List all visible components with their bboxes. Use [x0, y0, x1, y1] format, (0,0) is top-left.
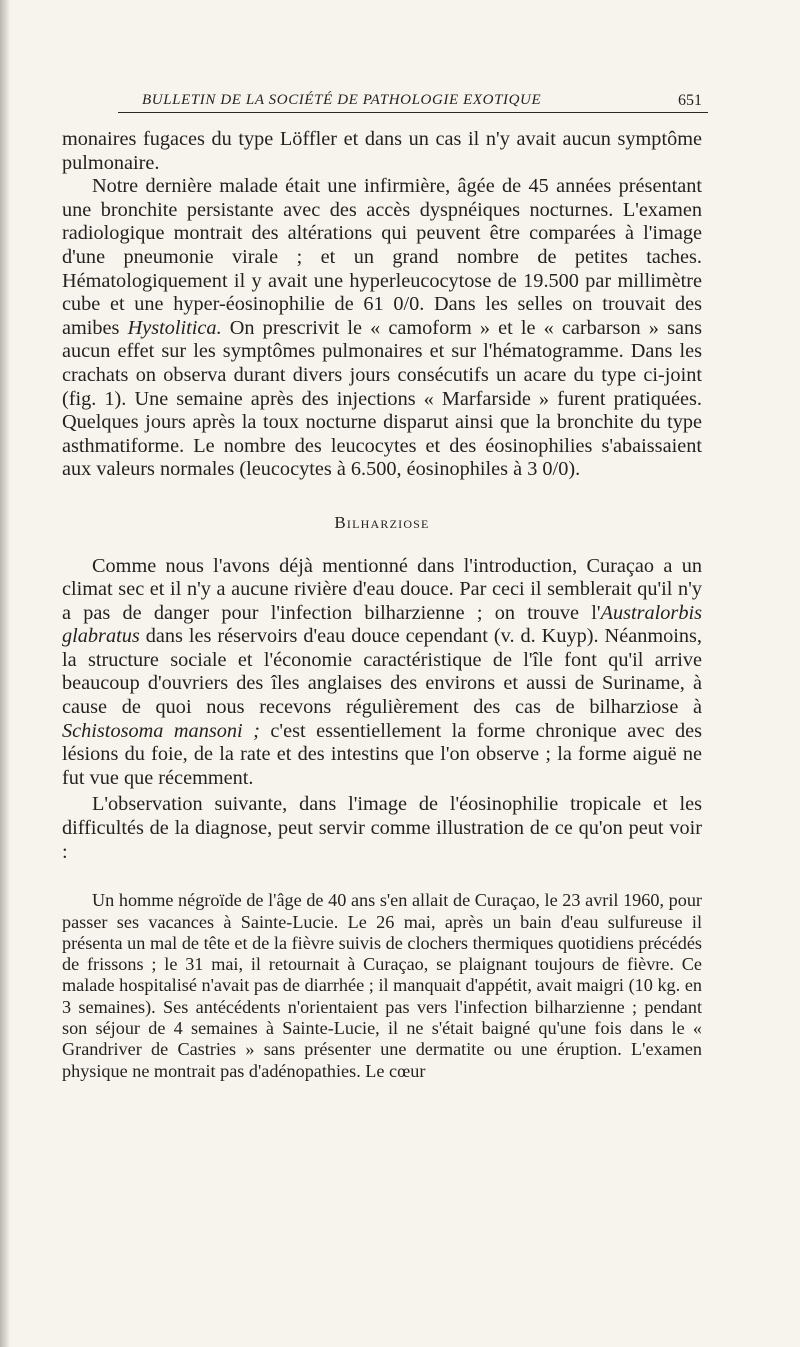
paragraph-observation-intro — [62, 793, 702, 864]
species-name: Australorbis glabratus — [62, 601, 702, 648]
paragraph-text: dans les réservoirs d'eau douce cependant (v. d. Kuyp). Néanmoins, la structure sociale et l'économie caractéristique de l'île font qu'il arrive beaucoup d'ouvriers des îles anglaises des environs et aussi de Suriname, à cause de quoi nous recevons régulièrement des cas de bilharziose à — [62, 625, 702, 719]
paragraph-text: L'observation suivante, dans l'image de l'éosinophilie tropicale et les difficultés de la diagnose, peut servir comme illustration de ce qu'on peut voir : — [62, 793, 702, 863]
paragraph-text: monaires fugaces du type Löffler et dans un cas il n'y avait aucun symptôme pulmonaire. — [62, 128, 702, 174]
section-heading: Bilharziose — [334, 512, 430, 532]
paragraph-last-patient — [62, 175, 702, 482]
paragraph-text: Notre dernière malade était une infirmière, âgée de 45 années présentant une bronchite persistante avec des accès dyspnéiques nocturnes. L'examen radiologique montrait des altérations qui peuvent être comparées à l'image d'une pneumonie virale ; et un grand nombre de petites taches. Hématologiquement il y avait une hyperleucocytose de 19.500 par millimètre cube et une hyper-éosinophilie de 61 0/0. Dans les selles on trouvait des amibes — [62, 175, 702, 339]
paragraph-text: c'est essentiellement la forme chronique avec des lésions du foie, de la rate et des intestins que l'on observe ; la forme aiguë ne fut vue que récemment. — [62, 719, 702, 789]
running-header — [118, 88, 708, 113]
paragraph-text: Comme nous l'avons déjà mentionné dans l'introduction, Curaçao a un climat sec et il n'y a aucune rivière d'eau douce. Par ceci il semblerait qu'il n'y a pas de danger pour l'infection bilharzienne ; on trouve l' — [62, 554, 702, 624]
species-name: Schistosoma mansoni ; — [62, 719, 260, 742]
species-name: Hystolitica. — [127, 316, 222, 339]
page-number: 651 — [678, 92, 702, 109]
paragraph-text: On prescrivit le « camoform » et le « carbarson » sans aucun effet sur les symptômes pulmonaires et sur l'hématogramme. Dans les crachats on observa durant divers jours consécutifs un acare du type ci-joint (fig. 1). Une semaine après des injections « Marfarside » furent pratiquées. Quelques jours après la toux nocturne disparut ainsi que la bronchite du type asthmatiforme. Le nombre des leucocytes et des éosinophilies s'abaissaient aux valeurs normales (leucocytes à 6.500, éosinophiles à 3 0/0). — [62, 316, 702, 481]
article-body — [62, 128, 702, 1082]
paragraph-continued — [62, 128, 702, 175]
paragraph-bilharziose-intro — [62, 555, 702, 791]
page-edge — [0, 0, 10, 1347]
paragraph-text: Un homme négroïde de l'âge de 40 ans s'en allait de Curaçao, le 23 avril 1960, pour passer ses vacances à Sainte-Lucie. Le 26 mai, après un bain d'eau sulfureuse il présenta un mal de tête et de la fièvre suivis de clochers thermiques quotidiens précédés de frissons ; le 31 mai, il retournait à Curaçao, se plaignant toujours de fièvre. Ce malade hospitalisé n'avait pas de diarrhée ; il manquait d'appétit, avait maigri (10 kg. en 3 semaines). Ses antécédents n'orientaient pas vers l'infection bilharzienne ; pendant son séjour de 4 semaines à Sainte-Lucie, il ne s'était baigné qu'une fois dans le « Grandriver de Castries » sans présenter une dermatite ou une éruption. L'examen physique ne montrait pas d'adénopathies. Le cœur — [62, 890, 702, 1081]
running-title: BULLETIN DE LA SOCIÉTÉ DE PATHOLOGIE EXOTIQUE — [142, 92, 542, 108]
case-report — [62, 890, 702, 1082]
